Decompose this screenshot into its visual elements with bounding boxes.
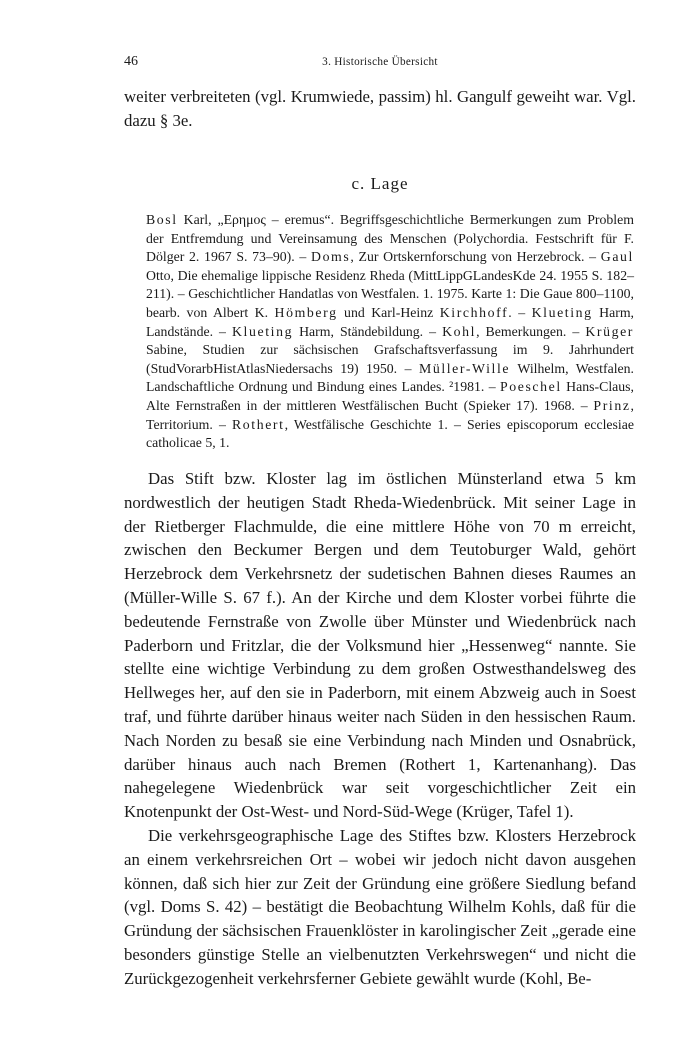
bib-author: Hömberg [274,304,338,320]
intro-paragraph: weiter verbreiteten (vgl. Krumwiede, passim) hl. Gangulf geweiht war. Vgl. dazu § 3e. [124,87,636,130]
bib-author: Klueting [231,323,294,339]
bib-author: Krüger [585,323,635,339]
bibliography-block [146,211,634,453]
section-title: 3. Historische Übersicht [322,56,438,68]
bib-entry-text: Wilhelm, Westfalen. Landschaftliche Ordnung und Bindung eines Landes. ²1981. – [146,360,634,395]
page-number: 46 [124,54,138,69]
bib-entry-text: Otto, Die ehemalige lippische Residenz Rheda (MittLippGLandesKde 24. 1955 S. 182–211). – Geschichtlicher Handatlas von Westfalen. 1. 1975. Karte 1: Die Gaue 800–1100, bearb. von Albert K. [146,267,634,320]
bib-author: Poeschel [499,379,562,395]
bib-author: Bosl [146,212,178,227]
bib-author: Kirchhoff [439,304,509,320]
bib-entry-text: Karl, „Ερημος – eremus“. Begriffsgeschichtliche Bermerkungen zum Problem der Entfremdung und Vereinsamung des Menschen (Polychordia. Festschrift für F. Dölger 2. 1967 S. 73–90). – [146,212,634,265]
bib-entry-text: Harm, Landstände. – [146,304,634,339]
bib-entry-text: , Bemerkungen. – [476,323,586,339]
bib-entry-text: Harm, Ständebildung. – [293,323,443,339]
main-text [124,467,636,991]
bib-author: Gaul [600,249,634,265]
bib-entry-text: . – [508,304,532,320]
body-paragraph-2: Die verkehrsgeographische Lage des Stiftes bzw. Klosters Herzebrock an einem verkehrsreichen Ort – wobei wir jedoch nicht davon ausgehen können, daß sich hier zur Zeit der Gründung eine größere Siedlung befand (vgl. Doms S. 42) – bestätigt die Beobachtung Wilhelm Kohls, daß für die Gründung der sächsischen Frauenklöster in karolingischer Zeit „gerade eine besonders günstige Stelle an vielbenutzten Verkehrswegen“ und nicht die Zurückgezogenheit verkehrsferner Gebiete gewählt wurde (Kohl, Be- [124,825,636,988]
bib-author: Kohl [442,323,477,339]
body-paragraph-1: Das Stift bzw. Kloster lag im östlichen Münsterland etwa 5 km nordwestlich der heutigen Stadt Rheda-Wiedenbrück. Mit seiner Lage in der Rietberger Flachmulde, die eine mittlere Höhe von 70 m erreicht, zwischen den Beckumer Bergen und dem Teutoburger Wald, gehört Herzebrock dem Verkehrsnetz der sudetischen Bahnen dieses Raumes an (Müller-Wille S. 67 f.). An der Kirche und dem Kloster vorbei führte die bedeutende Fernstraße von Zwolle über Münster und Wiedenbrück nach Paderborn und Fritzlar, die der Volksmund hier „Hessenweg“ nannte. Sie stellte eine wichtige Verbindung zu dem großen Ostwesthandelsweg des Hellweges her, auf den sie in Paderborn, mit einem Abzweig auch in Soest traf, und führte darüber hinaus weiter nach Süden in den hessischen Raum. Nach Norden zu besaß sie eine Verbindung nach Minden und Osnabrück, darüber hinaus auch nach Bremen (Rothert 1, Kartenanhang). Das nahegelegene Wiedenbrück war seit vorgeschichtlicher Zeit ein Knotenpunkt der Ost-West- und Nord-Süd-Wege (Krüger, Tafel 1). [124,469,636,822]
bib-author: Rothert [231,416,285,432]
bib-author: Müller-Wille [418,360,511,376]
bib-entry-text: Hans-Claus, Alte Fernstraßen in der mittleren Westfälischen Bucht (Spieker 17). 1968. – [146,379,634,413]
subsection-heading: c. Lage [351,174,409,193]
bib-entry-text: , Territorium. – [146,397,634,432]
bib-entry-text: , Zur Ortskernforschung von Herzebrock. – [350,249,601,265]
bib-entry-text: Sabine, Studien zur sächsischen Grafschaftsverfassung im 9. Jahrhundert (StudVorarbHistAtlasNiedersachs 19) 1950. – [146,342,634,376]
bib-author: Prinz [593,397,631,413]
bib-author: Klueting [531,304,593,320]
running-head [124,54,636,74]
bib-entry-text: , Westfälische Geschichte 1. – Series episcoporum ecclesiae catholicae 5, 1. [146,416,634,451]
bib-author: Doms [311,249,351,265]
bib-entry-text: und Karl-Heinz [337,304,440,320]
